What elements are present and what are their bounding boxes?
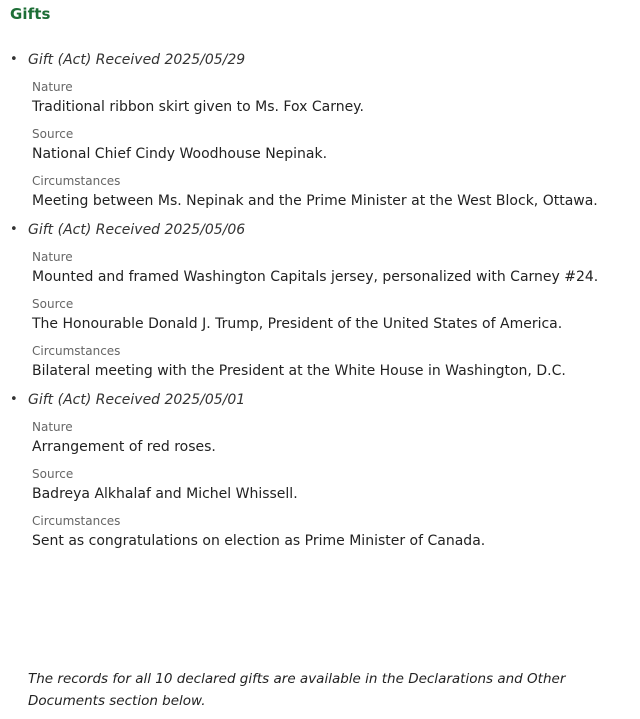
source-field [28, 465, 640, 505]
circumstances-value: Meeting between Ms. Nepinak and the Prime Minister at the West Block, Ottawa. [32, 193, 598, 209]
bullet-icon: • [10, 392, 18, 407]
gift-item [0, 220, 640, 382]
nature-field [28, 418, 640, 458]
circumstances-field [28, 172, 640, 212]
gift-title: Gift (Act) Received 2025/05/01 [28, 392, 246, 408]
bullet-icon: • [10, 52, 18, 67]
circumstances-field [28, 512, 640, 552]
circumstances-label: Circumstances [32, 514, 121, 528]
nature-value: Traditional ribbon skirt given to Ms. Fox Carney. [32, 99, 364, 115]
nature-field [28, 248, 640, 288]
gift-title: Gift (Act) Received 2025/05/06 [28, 222, 246, 238]
gift-title: Gift (Act) Received 2025/05/29 [28, 52, 246, 68]
source-label: Source [32, 467, 74, 481]
gift-item [0, 390, 640, 552]
bullet-icon: • [10, 222, 18, 237]
source-label: Source [32, 127, 74, 141]
circumstances-label: Circumstances [32, 344, 121, 358]
section-heading: Gifts [10, 5, 51, 23]
gift-list [0, 50, 640, 560]
nature-value: Arrangement of red roses. [32, 439, 216, 455]
circumstances-field [28, 342, 640, 382]
source-field [28, 295, 640, 335]
source-field [28, 125, 640, 165]
circumstances-value: Sent as congratulations on election as Prime Minister of Canada. [32, 533, 486, 549]
source-value: The Honourable Donald J. Trump, President of the United States of America. [32, 316, 563, 332]
records-footnote: The records for all 10 declared gifts are available in the Declarations and Other Documents section below. [28, 671, 566, 709]
nature-label: Nature [32, 420, 73, 434]
gift-item [0, 50, 640, 212]
nature-value: Mounted and framed Washington Capitals jersey, personalized with Carney #24. [32, 269, 599, 285]
nature-field [28, 78, 640, 118]
source-label: Source [32, 297, 74, 311]
nature-label: Nature [32, 250, 73, 264]
circumstances-label: Circumstances [32, 174, 121, 188]
source-value: Badreya Alkhalaf and Michel Whissell. [32, 486, 298, 502]
source-value: National Chief Cindy Woodhouse Nepinak. [32, 146, 328, 162]
nature-label: Nature [32, 80, 73, 94]
circumstances-value: Bilateral meeting with the President at the White House in Washington, D.C. [32, 363, 566, 379]
